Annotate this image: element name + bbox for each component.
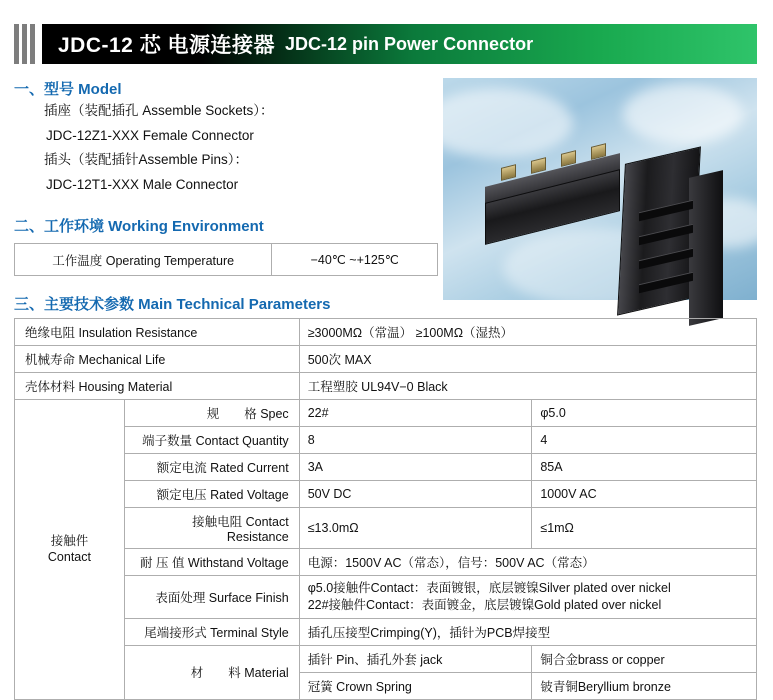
contact-label-en: Contact [47, 550, 91, 565]
section-heading-environment: 二、工作环境 Working Environment [14, 218, 264, 235]
table-row [15, 576, 757, 619]
table-row [15, 244, 438, 276]
env-label: 工作温度 Operating Temperature [15, 244, 272, 276]
table-row [15, 346, 757, 373]
param-terminal-style-value: 插孔压接型Crimping(Y)，插针为PCB焊接型 [299, 618, 756, 645]
param-material-row2-col2: 铍青铜Beryllium bronze [532, 672, 757, 699]
header-bars-decor [14, 24, 42, 64]
param-voltage-col2: 1000V AC [532, 481, 757, 508]
model-line-plug-pn: JDC-12T1-XXX Male Connector [46, 176, 239, 192]
table-row [15, 400, 757, 427]
product-photo [443, 78, 757, 300]
param-current-col1: 3A [299, 454, 532, 481]
table-row [15, 454, 757, 481]
param-sub-voltage: 额定电压 Rated Voltage [124, 481, 299, 508]
section-heading-model: 一、型号 Model [14, 81, 122, 98]
table-row [15, 319, 757, 346]
page-header [14, 24, 757, 64]
param-value-mechanical-life: 500次 MAX [299, 346, 756, 373]
param-withstand-value: 电源：1500V AC（常态），信号：500V AC（常态） [299, 549, 756, 576]
param-label-insulation: 绝缘电阻 Insulation Resistance [15, 319, 300, 346]
table-row [15, 645, 757, 672]
param-value-insulation: ≥3000MΩ（常温） ≥100MΩ（湿热） [299, 319, 756, 346]
param-value-housing-material: 工程塑胶 UL94V−0 Black [299, 373, 756, 400]
param-group-contact [15, 400, 125, 700]
param-material-row1-col2: 铜合金brass or copper [532, 645, 757, 672]
param-contact-resistance-col1: ≤13.0mΩ [299, 508, 532, 549]
param-sub-spec: 规 格 Spec [124, 400, 299, 427]
photo-bg-cloud [623, 84, 743, 144]
page-title-cn: JDC-12 芯 电源连接器 [58, 34, 276, 57]
env-value: −40℃ ~+125℃ [272, 244, 438, 276]
environment-table [14, 243, 438, 276]
table-row [15, 618, 757, 645]
param-spec-col1: 22# [299, 400, 532, 427]
surface-finish-line1: φ5.0接触件Contact：表面镀银，底层镀镍Silver plated over nickel [307, 581, 671, 595]
table-row [15, 373, 757, 400]
param-sub-material: 材 料 Material [124, 645, 299, 699]
param-sub-withstand: 耐 压 值 Withstand Voltage [124, 549, 299, 576]
photo-bg-cloud [423, 88, 573, 158]
param-sub-current: 额定电流 Rated Current [124, 454, 299, 481]
param-sub-quantity: 端子数量 Contact Quantity [124, 427, 299, 454]
table-row [15, 481, 757, 508]
model-block [44, 104, 444, 202]
param-quantity-col2: 4 [532, 427, 757, 454]
param-quantity-col1: 8 [299, 427, 532, 454]
surface-finish-line2: 22#接触件Contact：表面镀金，底层镀镍Gold plated over nickel [307, 597, 662, 612]
param-sub-terminal-style: 尾端接形式 Terminal Style [124, 618, 299, 645]
page-title-en: JDC-12 pin Power Connector [285, 33, 534, 54]
param-material-row1-col1: 插针 Pin、插孔外套 jack [299, 645, 532, 672]
param-label-housing-material: 壳体材料 Housing Material [15, 373, 300, 400]
section-heading-parameters: 三、主要技术参数 Main Technical Parameters [14, 296, 331, 313]
header-banner [42, 24, 757, 64]
parameters-table [14, 318, 757, 700]
param-sub-surface-finish: 表面处理 Surface Finish [124, 576, 299, 619]
connector-pin [501, 164, 516, 181]
table-row [15, 508, 757, 549]
param-material-row2-col1: 冠簧 Crown Spring [299, 672, 532, 699]
param-contact-resistance-col2: ≤1mΩ [532, 508, 757, 549]
param-current-col2: 85A [532, 454, 757, 481]
model-line-plug-cn: 插头（装配插针Assemble Pins）： [44, 152, 249, 167]
param-surface-finish-value [299, 576, 756, 619]
param-sub-contact-resistance: 接触电阻 Contact Resistance [124, 508, 299, 549]
connector-right-face [689, 170, 723, 326]
table-row [15, 549, 757, 576]
model-line-socket-pn: JDC-12Z1-XXX Female Connector [46, 127, 254, 143]
contact-label-cn: 接触件 [50, 534, 89, 549]
param-voltage-col1: 50V DC [299, 481, 532, 508]
model-line-socket-cn: 插座（装配插孔 Assemble Sockets）： [44, 103, 274, 118]
table-row [15, 427, 757, 454]
param-label-mechanical-life: 机械寿命 Mechanical Life [15, 346, 300, 373]
param-spec-col2: φ5.0 [532, 400, 757, 427]
